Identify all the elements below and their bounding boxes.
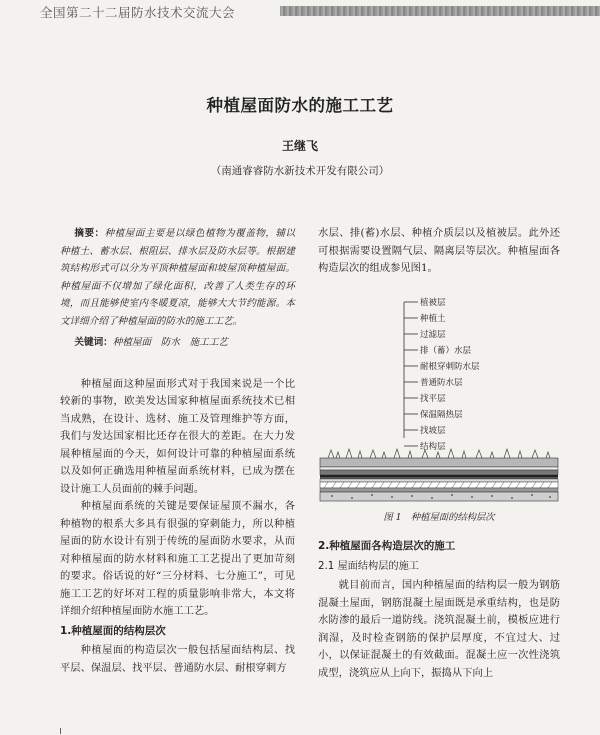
keywords-text: 种植屋面 防水 施工工艺 <box>112 337 228 348</box>
layer-labels <box>420 297 480 452</box>
figure-1 <box>318 288 560 503</box>
layer-label: 结构层 <box>420 441 446 452</box>
section-heading: 1.种植屋面的结构层次 <box>60 624 166 637</box>
article-title: 种植屋面防水的施工工艺 <box>206 96 394 115</box>
left-column <box>60 225 295 677</box>
author-affiliation: （南通睿睿防水新技术开发有限公司） <box>210 165 390 177</box>
body-paragraph: 就目前而言，国内种植屋面的结构层一般为钢筋混凝土屋面，钢筋混凝土屋面既是承重结构，也是防水防渗的最后一道防线。浇筑混凝土前，模板应进行润湿，及时检查钢筋的保护层厚度，不宜过大、过小，以保证混凝土的有效截面。混凝土应一次性浇筑成型，浇筑应从上向下，振捣从下向上 <box>318 579 560 679</box>
body-paragraph: 水层、排(蓄)水层、种植介质层以及植被层。此外还可根据需要设置隔气层、隔离层等层次。种植屋面各构造层次的组成参见图1。 <box>318 227 560 274</box>
layer-label: 找平层 <box>420 393 446 404</box>
body-paragraph: 种植屋面这种屋面形式对于我国来说是一个比较新的事物，欧美发达国家种植屋面系统技术已相当成熟，在设计、选材、施工及管理维护等方面，我们与发达国家相比还存在很大的差距。在大力发展种植屋面的今天，如何设计可靠的种植屋面系统以及如何正确选用种植屋面系统材料，已成为摆在设计施工人员面前的棘手问题。 <box>60 377 295 495</box>
abstract <box>60 225 295 330</box>
layer-label: 普通防水层 <box>420 377 463 388</box>
page-edge-mark <box>60 728 61 734</box>
layer-label: 植被层 <box>420 297 446 308</box>
right-column <box>318 225 560 682</box>
layer-diagram <box>318 288 560 503</box>
subsection-heading: 2.1 屋面结构层的施工 <box>318 560 419 572</box>
layer-label: 过滤层 <box>420 329 446 340</box>
author-name: 王继飞 <box>281 139 318 153</box>
abstract-text: 种植屋面主要是以绿色植物为覆盖物，辅以种植土、蓄水层、根阻层、排水层及防水层等。根据建筑结构形式可以分为平顶种植屋面和坡屋顶种植屋面。种植屋面不仅增加了绿化面积，改善了人类生存的环境，而且能够使室内冬暖夏凉，能够大大节约能源。本文详细介绍了种植屋面的防水的施工工艺。 <box>60 228 296 327</box>
layer-label: 耐根穿刺防水层 <box>420 361 480 372</box>
layer-label: 排（蓄）水层 <box>420 345 472 356</box>
keywords <box>60 334 295 352</box>
running-title: 全国第二十二届防水技术交流大会 <box>40 5 236 20</box>
figure-caption: 图 1 种植屋面的结构层次 <box>383 511 495 523</box>
abstract-label: 摘要： <box>74 228 105 239</box>
section-heading: 2.种植屋面各构造层次的施工 <box>318 540 456 552</box>
running-header <box>0 0 600 22</box>
keywords-label: 关键词： <box>74 337 113 348</box>
body-paragraph: 种植屋面系统的关键是要保证屋顶不漏水，各种植物的根系大多具有很强的穿刺能力，所以种植屋面的防水设计有别于传统的屋面防水要求，从而对种植屋面的防水材料和施工工艺提出了更加苛刻的要求。俗话说的好“三分材料、七分施工”，可见施工工艺的好坏对工程的质量影响非常大，本文将详细介绍种植屋面防水施工工艺。 <box>60 500 295 617</box>
layer-label: 种植土 <box>420 313 446 324</box>
layer-label: 找坡层 <box>420 425 446 436</box>
layer-label: 保温隔热层 <box>420 409 463 420</box>
header-decorative-bar <box>280 6 600 16</box>
body-paragraph: 种植屋面的构造层次一般包括屋面结构层、找平层、保温层、找平层、普通防水层、耐根穿刺方 <box>60 644 295 674</box>
